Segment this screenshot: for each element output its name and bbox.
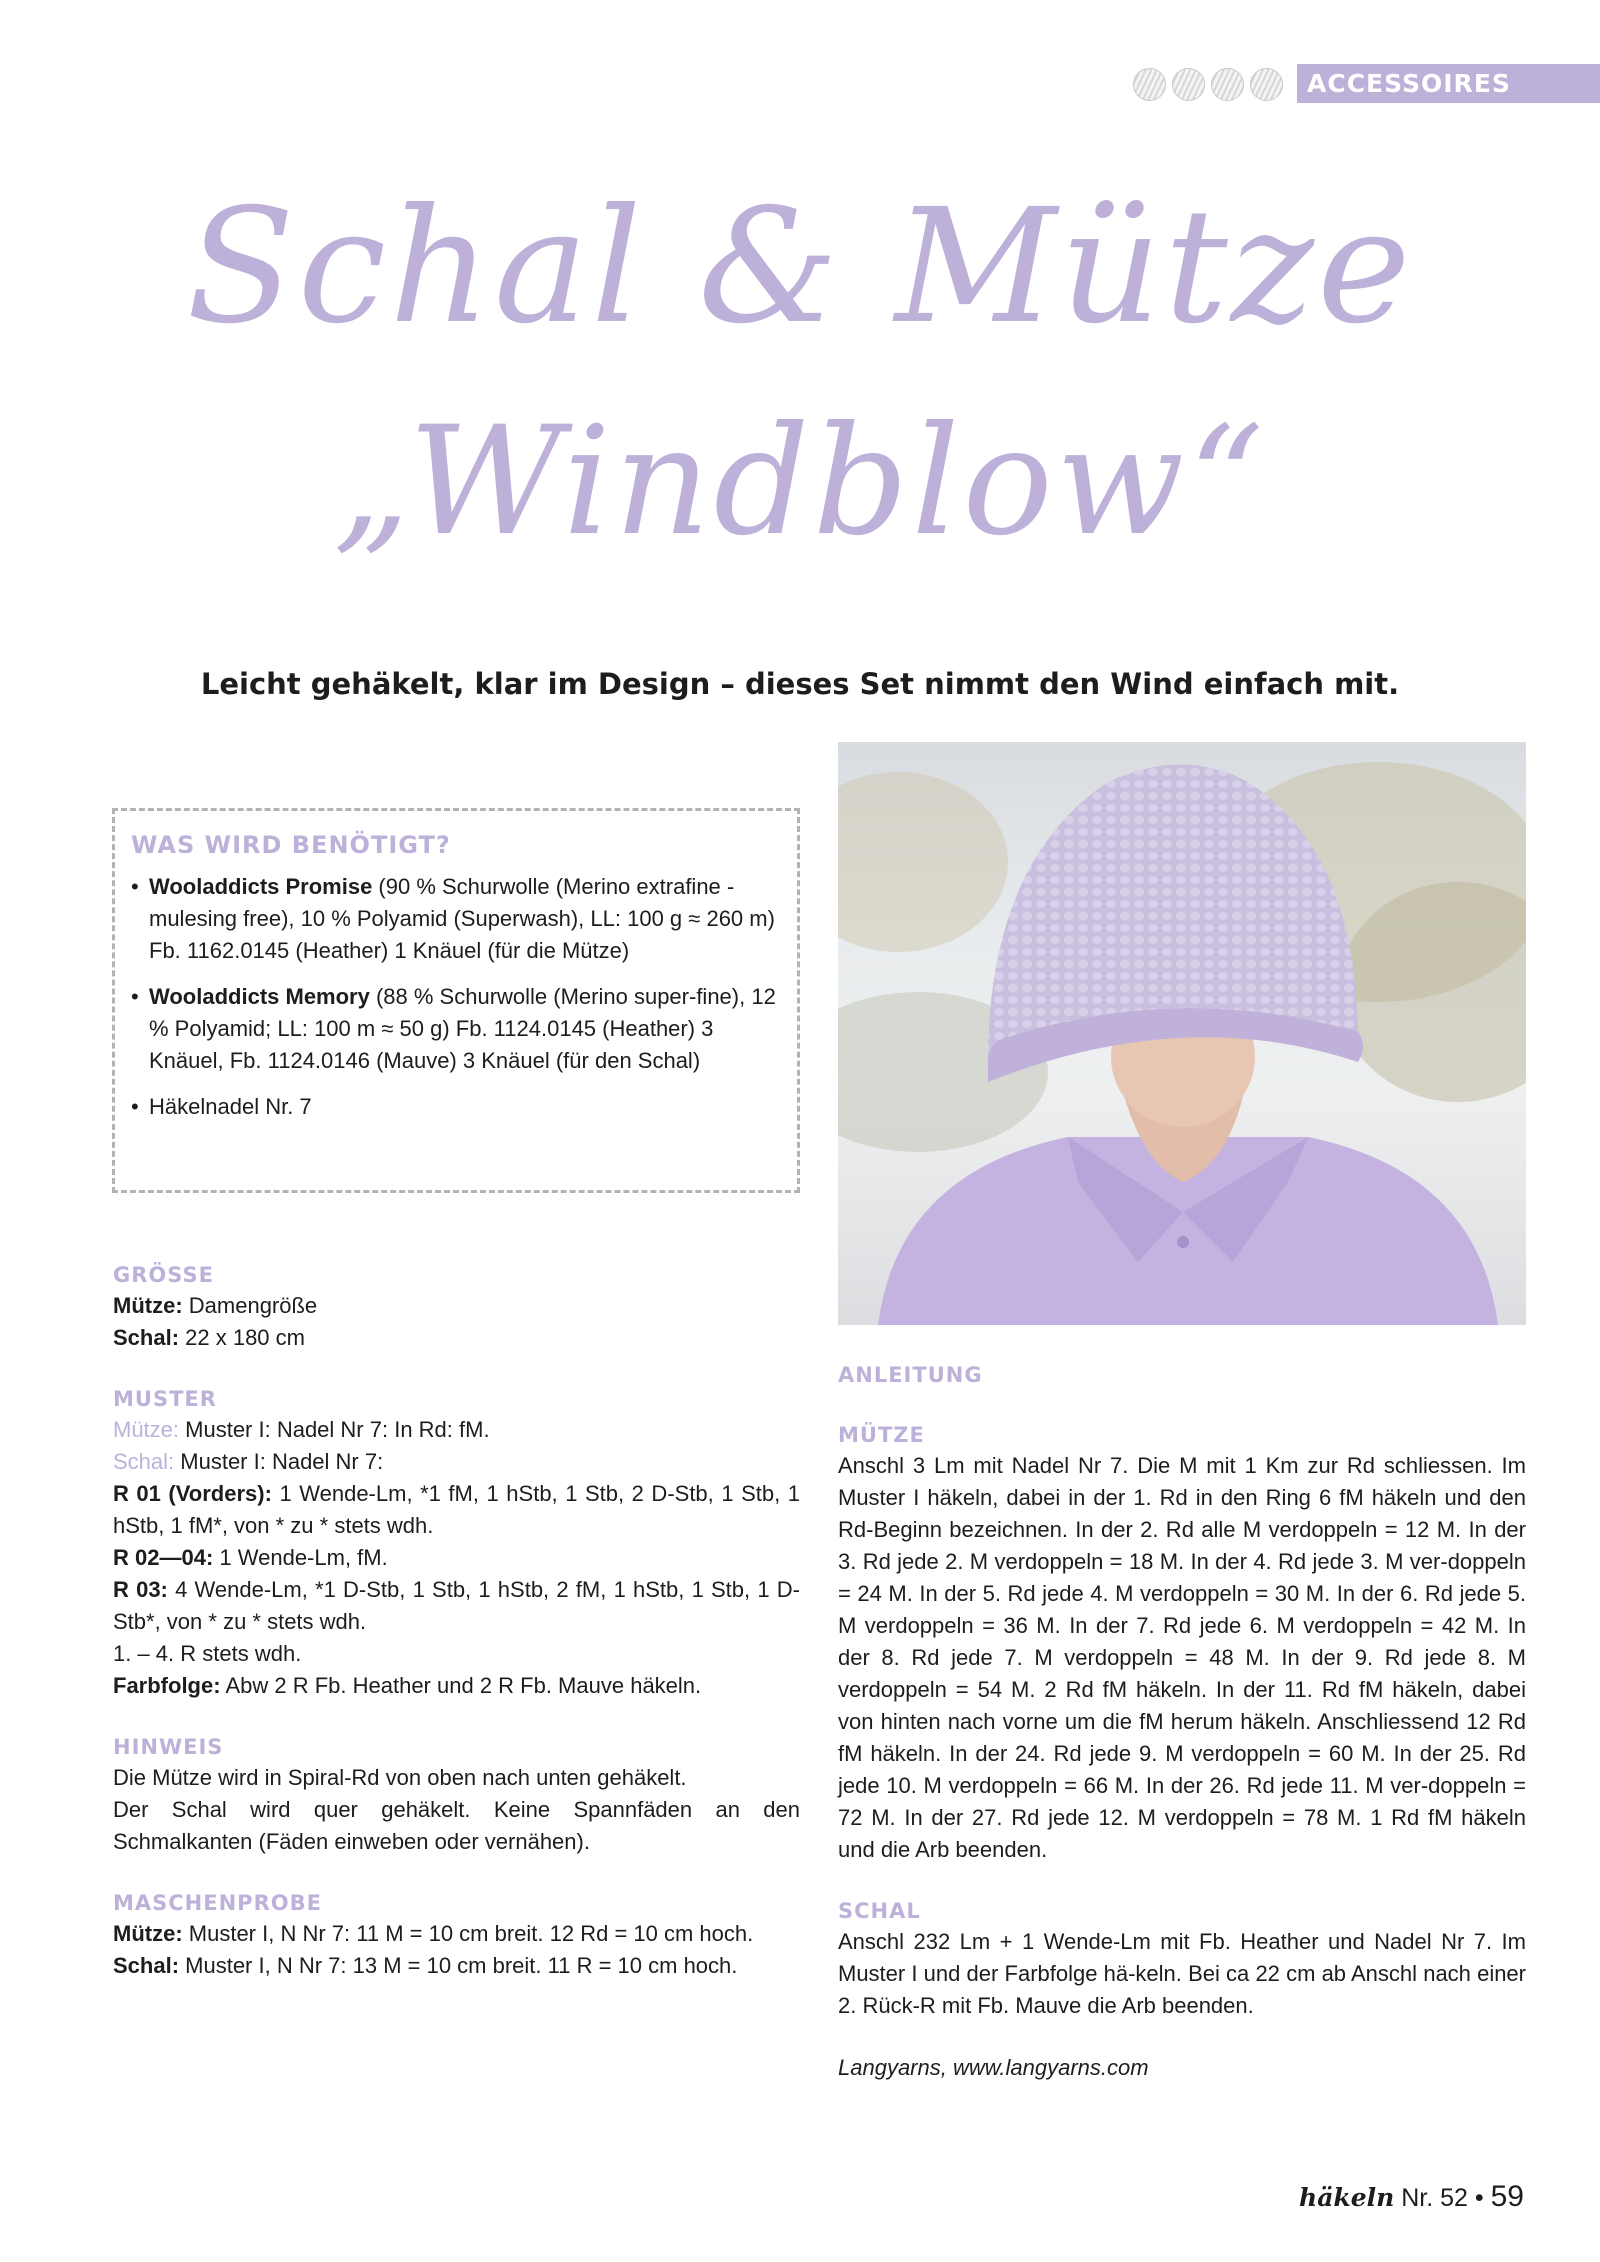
material-name: Wooladdicts Promise: [149, 874, 373, 899]
material-description: Häkelnadel Nr. 7: [149, 1094, 312, 1119]
section-heading-muetze: MÜTZE: [838, 1423, 925, 1447]
pattern-colour-sequence: [113, 1670, 800, 1702]
issue-number: Nr. 52: [1401, 2184, 1468, 2212]
list-item: [131, 1091, 779, 1123]
label: Mütze:: [113, 1293, 183, 1318]
section-tag: ACCESSOIRES: [1297, 64, 1600, 103]
value: Muster I, N Nr 7: 11 M = 10 cm breit. 12 Rd = 10 cm hoch.: [182, 1921, 754, 1946]
magazine-brand: häkeln: [1299, 2183, 1395, 2212]
pattern-row-01: [113, 1478, 800, 1542]
value: 1 Wende-Lm, *1 fM, 1 hStb, 1 Stb, 2 D-Stb, 1 Stb, 1 hStb, 1 fM*, von * zu * stets wdh.: [113, 1481, 801, 1538]
label: Schal:: [113, 1325, 180, 1350]
value: 4 Wende-Lm, *1 D-Stb, 1 Stb, 1 hStb, 2 fM, 1 hStb, 1 Stb, 1 D-Stb*, von * zu * stets wdh.: [113, 1577, 800, 1634]
label: Farbfolge:: [113, 1673, 221, 1698]
list-item: [131, 981, 779, 1077]
page-title-line-2: „Windblow“: [333, 395, 1267, 569]
difficulty-rating: [1133, 68, 1283, 101]
photo-illustration: [838, 742, 1526, 1325]
page-title-line-1: Schal & Mütze: [186, 175, 1414, 359]
material-name: Wooladdicts Memory: [149, 984, 370, 1009]
value: Damengröße: [182, 1293, 318, 1318]
section-heading-anleitung: ANLEITUNG: [838, 1363, 983, 1387]
label: R 01 (Vorders):: [113, 1481, 272, 1506]
instructions-muetze: Anschl 3 Lm mit Nadel Nr 7. Die M mit 1 Km zur Rd schliessen. Im Muster I häkeln, dabei in der 1. Rd in den Ring 6 fM häkeln und den Rd-Beginn bezeichnen. In der 2. Rd alle M verdoppeln = 12 M. In der 3. Rd jede 2. M verdoppeln = 18 M. In der 4. Rd jede 3. M ver-doppeln = 24 M. In der 5. Rd jede 4. M verdoppeln = 30 M. In der 6. Rd jede 5. M verdoppeln = 36 M. In der 7. Rd jede 6. M verdoppeln = 42 M. In der 8. Rd jede 7. M verdoppeln = 48 M. In der 9. Rd jede 8. M verdoppeln = 54 M. 2 Rd fM häkeln. In der 11. Rd fM häkeln, dabei von hinten nach vorne um die fM herum häkeln. Anschliessend 12 Rd fM häkeln. In der 24. Rd jede 9. M verdoppeln = 60 M. In der 25. Rd jede 10. M verdoppeln = 66 M. In der 26. Rd jede 11. M ver-doppeln = 72 M. In der 27. Rd jede 12. M verdoppeln = 78 M. 1 Rd fM häkeln und die Arb beenden.: [838, 1453, 1526, 1862]
material-description: (88 % Schurwolle (Merino super-fine), 12 % Polyamid; LL: 100 m ≈ 50 g) Fb. 1124.0145 (Heather) 3 Knäuel, Fb. 1124.0146 (Mauve) 3 Knäuel (für den Schal): [149, 984, 776, 1073]
section-heading-maschenprobe: MASCHENPROBE: [113, 1891, 322, 1915]
page-subtitle: Leicht gehäkelt, klar im Design – dieses Set nimmt den Wind einfach mit.: [200, 667, 1400, 701]
size-schal: [113, 1322, 800, 1354]
section-heading-schal: SCHAL: [838, 1899, 921, 1923]
label: Mütze:: [113, 1921, 183, 1946]
material-description: (90 % Schurwolle (Merino extrafine - mulesing free), 10 % Polyamid (Superwash), LL: 100 g ≈ 260 m) Fb. 1162.0145 (Heather) 1 Knäuel (für die Mütze): [149, 874, 775, 963]
section-heading-muster: MUSTER: [113, 1387, 217, 1411]
page-footer: [1299, 2180, 1524, 2214]
page-number: 59: [1490, 2180, 1524, 2213]
label: R 02—04:: [113, 1545, 214, 1570]
product-photo: [838, 742, 1526, 1325]
value: 1 Wende-Lm, fM.: [213, 1545, 388, 1570]
pattern-repeat: 1. – 4. R stets wdh.: [113, 1641, 302, 1666]
note-line-1: Die Mütze wird in Spiral-Rd von oben nach unten gehäkelt.: [113, 1765, 687, 1790]
note-line-2: Der Schal wird quer gehäkelt. Keine Spannfäden an den Schmalkanten (Fäden einweben oder vernähen).: [113, 1797, 800, 1854]
section-heading-groesse: GRÖSSE: [113, 1263, 214, 1287]
yarn-ball-icon: [1250, 68, 1283, 101]
materials-heading: WAS WIRD BENÖTIGT?: [131, 831, 451, 859]
pattern-muetze: [113, 1414, 800, 1446]
label: Mütze:: [113, 1417, 180, 1442]
label: Schal:: [113, 1953, 180, 1978]
size-muetze: [113, 1290, 800, 1322]
credit: Langyarns, www.langyarns.com: [838, 2055, 1149, 2080]
yarn-ball-icon: [1172, 68, 1205, 101]
gauge-muetze: [113, 1918, 800, 1950]
value: Muster I: Nadel Nr 7:: [174, 1449, 384, 1474]
label: R 03:: [113, 1577, 168, 1602]
left-column: [113, 1260, 800, 1982]
footer-separator: •: [1474, 2184, 1484, 2212]
pattern-row-03: [113, 1574, 800, 1638]
materials-list: [131, 871, 779, 1123]
section-heading-hinweis: HINWEIS: [113, 1735, 224, 1759]
value: Muster I, N Nr 7: 13 M = 10 cm breit. 11 R = 10 cm hoch.: [179, 1953, 738, 1978]
value: Muster I: Nadel Nr 7: In Rd: fM.: [179, 1417, 490, 1442]
yarn-ball-icon: [1211, 68, 1244, 101]
instructions-schal: Anschl 232 Lm + 1 Wende-Lm mit Fb. Heather und Nadel Nr 7. Im Muster I und der Farbfolge hä-keln. Bei ca 22 cm ab Anschl nach einer 2. Rück-R mit Fb. Mauve die Arb beenden.: [838, 1929, 1526, 2018]
pattern-schal: [113, 1446, 800, 1478]
label: Schal:: [113, 1449, 175, 1474]
right-column: [838, 1360, 1526, 2084]
yarn-ball-icon: [1133, 68, 1166, 101]
list-item: [131, 871, 779, 967]
value: Abw 2 R Fb. Heather und 2 R Fb. Mauve häkeln.: [220, 1673, 702, 1698]
materials-box: [112, 808, 800, 1193]
value: 22 x 180 cm: [179, 1325, 305, 1350]
pattern-row-02-04: [113, 1542, 800, 1574]
gauge-schal: [113, 1950, 800, 1982]
